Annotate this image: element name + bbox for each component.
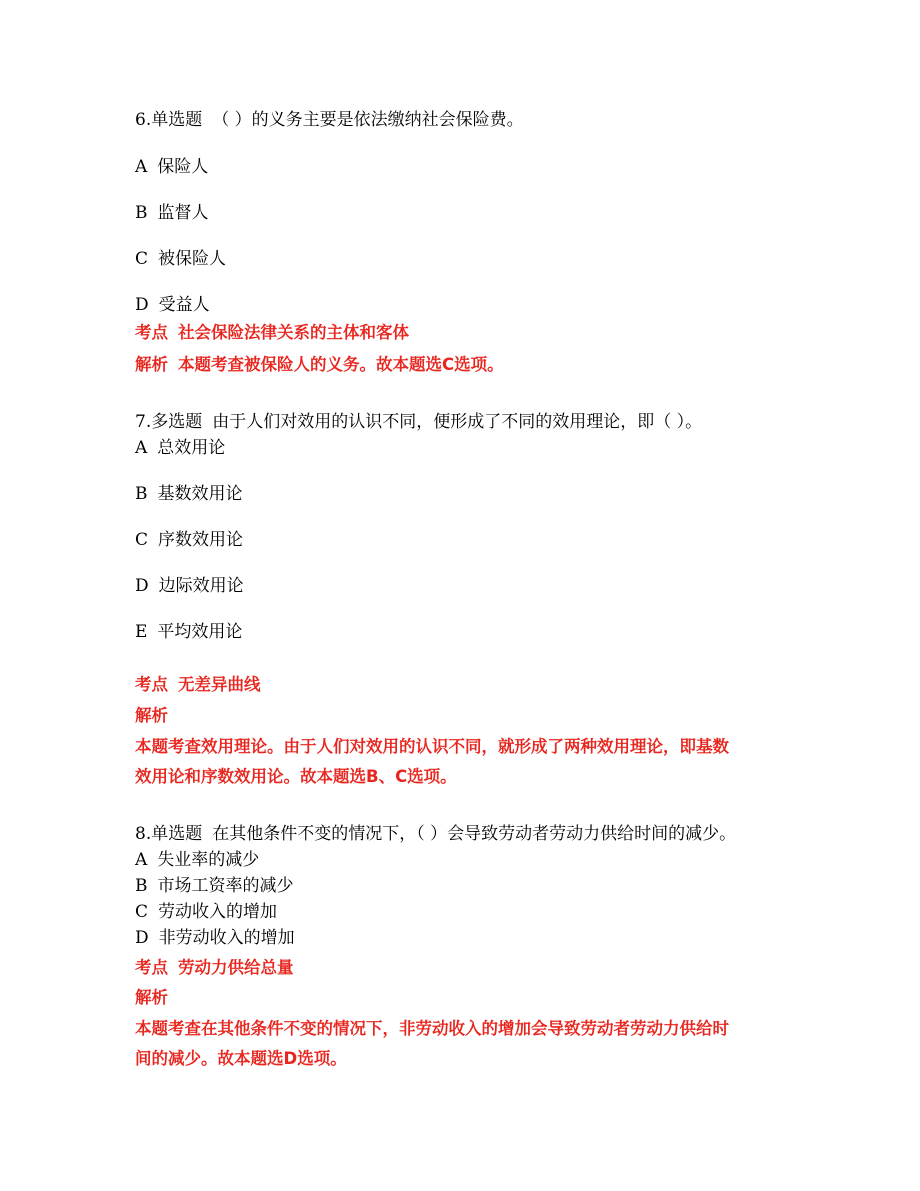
q7-jiexi-line-1: 本题考查效用理论。由于人们对效用的认识不同，就形成了两种效用理论，即基数: [135, 737, 729, 756]
q7-jiexi-line-2: 效用论和序数效用论。故本题选B、C选项。: [135, 767, 457, 786]
q7-option-e: [135, 621, 242, 643]
option-text: 监督人: [157, 203, 209, 223]
option-letter: D: [135, 295, 149, 315]
option-letter: A: [135, 850, 148, 870]
q7-type: 多选题: [151, 412, 203, 432]
q7-option-d: [135, 575, 244, 597]
q8-stem: 在其他条件不变的情况下，（ ）会导致劳动者劳动力供给时间的减少。: [212, 824, 737, 844]
q6-number: 6.: [135, 110, 152, 130]
q8-stem-line: [135, 823, 736, 845]
option-letter: A: [135, 157, 148, 177]
q6-option-c: [135, 248, 226, 270]
jiexi-text: 本题考查被保险人的义务。故本题选C选项。: [178, 355, 504, 374]
q7-option-c: [135, 529, 243, 551]
option-text: 被保险人: [158, 249, 227, 269]
kaodian-label: 考点: [135, 675, 168, 694]
jiexi-label: 解析: [135, 355, 168, 374]
q7-kaodian: [135, 674, 261, 696]
q6-type: 单选题: [151, 110, 203, 130]
q6-option-b: [135, 202, 209, 224]
q8-option-d: [135, 927, 295, 949]
q8-jiexi-line-1: 本题考查在其他条件不变的情况下，非劳动收入的增加会导致劳动者劳动力供给时: [135, 1019, 729, 1038]
option-text: 受益人: [158, 295, 210, 315]
q7-stem: 由于人们对效用的认识不同，便形成了不同的效用理论，即（ ）。: [212, 412, 703, 432]
q6-kaodian: [135, 322, 409, 344]
q6-stem-line: [135, 109, 524, 131]
option-text: 基数效用论: [157, 484, 243, 504]
option-letter: A: [135, 438, 148, 458]
q8-type: 单选题: [151, 824, 203, 844]
q7-number: 7.: [135, 412, 152, 432]
option-text: 序数效用论: [158, 530, 244, 550]
option-text: 非劳动收入的增加: [158, 928, 295, 948]
option-text: 总效用论: [157, 438, 226, 458]
kaodian-text: 劳动力供给总量: [178, 958, 294, 977]
option-letter: B: [135, 203, 148, 223]
option-letter: C: [135, 249, 149, 269]
option-text: 劳动收入的增加: [158, 902, 278, 922]
q6-stem: （ ）的义务主要是依法缴纳社会保险费。: [212, 110, 524, 130]
q7-option-b: [135, 483, 243, 505]
option-text: 市场工资率的减少: [157, 876, 294, 896]
q8-jiexi-line-2: 间的减少。故本题选D选项。: [135, 1049, 347, 1068]
kaodian-label: 考点: [135, 323, 168, 342]
q8-jiexi-label: 解析: [135, 988, 168, 1007]
option-letter: B: [135, 876, 148, 896]
option-letter: D: [135, 928, 149, 948]
q8-kaodian: [135, 957, 294, 979]
kaodian-label: 考点: [135, 958, 168, 977]
option-letter: C: [135, 530, 149, 550]
kaodian-text: 社会保险法律关系的主体和客体: [178, 323, 409, 342]
option-text: 边际效用论: [158, 576, 244, 596]
q7-option-a: [135, 437, 225, 459]
kaodian-text: 无差异曲线: [178, 675, 261, 694]
option-text: 失业率的减少: [157, 850, 260, 870]
q8-option-a: [135, 849, 259, 871]
q7-stem-line: [135, 411, 702, 433]
option-letter: D: [135, 576, 149, 596]
option-text: 平均效用论: [157, 622, 243, 642]
q8-option-b: [135, 875, 294, 897]
option-letter: B: [135, 484, 148, 504]
option-letter: C: [135, 902, 149, 922]
q8-option-c: [135, 901, 277, 923]
q6-option-d: [135, 294, 210, 316]
option-letter: E: [135, 622, 148, 642]
q7-jiexi-label: 解析: [135, 706, 168, 725]
q8-number: 8.: [135, 824, 152, 844]
option-text: 保险人: [157, 157, 209, 177]
q6-jiexi: [135, 354, 504, 376]
q6-option-a: [135, 156, 208, 178]
